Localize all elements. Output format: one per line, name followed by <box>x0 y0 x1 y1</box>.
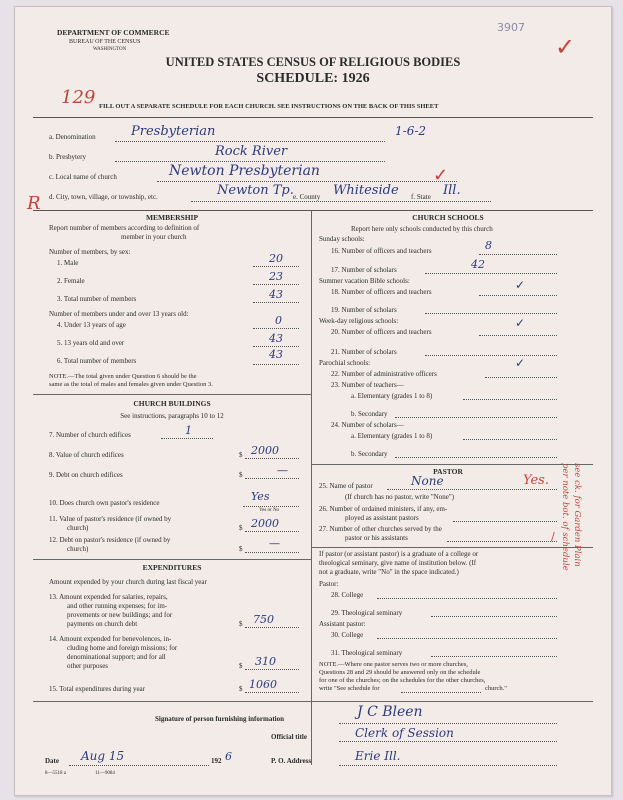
q4-value: 0 <box>275 314 282 327</box>
by-sex-label: Number of members, by sex: <box>49 248 131 256</box>
q12-value: — <box>269 537 280 550</box>
form-title: UNITED STATES CENSUS OF RELIGIOUS BODIES <box>165 55 461 69</box>
check-mark-icon: ✓ <box>515 278 526 292</box>
assistant-subheading: Assistant pastor: <box>319 620 366 628</box>
dollar-sign: $ <box>239 662 243 670</box>
dollar-sign: $ <box>239 524 243 532</box>
address-value: Erie Ill. <box>355 749 401 763</box>
q24a-label: a. Elementary (grades 1 to 8) <box>351 432 433 440</box>
q23-label: 23. Number of teachers— <box>331 381 404 389</box>
q17-label: 17. Number of scholars <box>331 266 397 274</box>
q19-label: 19. Number of scholars <box>331 306 397 314</box>
q22-label: 22. Number of administrative officers <box>331 370 437 378</box>
official-title-value: Clerk of Session <box>355 726 454 740</box>
presbytery-value: Rock River <box>215 144 288 159</box>
q18-label: 18. Number of officers and teachers <box>331 288 432 296</box>
graduate-instructions-3: not a graduate, write "No" in the space indicated.) <box>319 568 459 576</box>
q23a-label: a. Elementary (grades 1 to 8) <box>351 392 433 400</box>
schedule-title: SCHEDULE: 1926 <box>256 71 370 86</box>
pastor-note-2: Questions 28 and 29 should be answered only on the schedule <box>319 669 481 676</box>
q27-label-2: pastor or his assistants <box>345 534 408 542</box>
q6-label: 6. Total number of members <box>57 357 137 365</box>
q29-label: 29. Theological seminary <box>331 609 403 617</box>
dollar-sign: $ <box>239 685 243 693</box>
q13-label: 13. Amount expended for salaries, repairs, <box>49 593 168 601</box>
red-tick: / <box>551 530 555 543</box>
q3-label: 3. Total number of members <box>57 295 137 303</box>
q15-value: 1060 <box>249 678 277 691</box>
pastor-note-3: for one of the churches; on the schedules for the other churches, <box>319 677 486 684</box>
denomination-value: Presbyterian <box>131 124 216 139</box>
q24-label: 24. Number of scholars— <box>331 421 404 429</box>
q1-value: 20 <box>269 252 283 265</box>
q7-label: 7. Number of church edifices <box>49 431 131 439</box>
membership-intro-2: member in your church <box>121 233 187 241</box>
bureau-name: BUREAU OF THE CENSUS <box>69 39 141 45</box>
q16-label: 16. Number of officers and teachers <box>331 247 432 255</box>
signature-label: Signature of person furnishing information <box>155 715 284 723</box>
q28-label: 28. College <box>331 591 364 599</box>
county-label: e. County <box>293 193 321 201</box>
q16-value: 8 <box>485 239 492 252</box>
state-label: f. State <box>411 193 431 201</box>
signature-value: J C Bleen <box>357 704 423 720</box>
q14-value: 310 <box>255 655 276 668</box>
year-prefix: 192 <box>211 757 222 765</box>
pastor-subheading: Pastor: <box>319 580 339 588</box>
q11-value: 2000 <box>251 517 279 530</box>
q4-label: 4. Under 13 years of age <box>57 321 126 329</box>
form-number: 8—5518 a <box>45 771 66 776</box>
year-value: 6 <box>225 750 232 763</box>
q13-label-3: provements or new buildings; and for <box>67 611 173 619</box>
q9-label: 9. Debt on church edifices <box>49 471 123 479</box>
q5-value: 43 <box>269 332 283 345</box>
membership-note-2: same as the total of males and females given under Question 3. <box>49 381 213 388</box>
red-r-mark: R <box>27 193 41 214</box>
denomination-code: 1-6-2 <box>395 124 427 138</box>
city-label: d. City, town, village, or township, etc. <box>49 193 158 201</box>
q12-label-2: church) <box>67 545 89 553</box>
department-name: DEPARTMENT OF COMMERCE <box>57 28 170 37</box>
q31-label: 31. Theological seminary <box>331 649 403 657</box>
expenditures-heading: EXPENDITURES <box>142 563 202 572</box>
schools-heading: CHURCH SCHOOLS <box>412 213 484 222</box>
file-stamp: 3907 <box>497 21 525 34</box>
red-file-number: 129 <box>61 87 96 108</box>
q14-label: 14. Amount expended for benevolences, in- <box>49 635 172 643</box>
q26-label-2: ployed as assistant pastors <box>345 514 419 522</box>
q10-label: 10. Does church own pastor's residence <box>49 499 160 507</box>
dollar-sign: $ <box>239 545 243 553</box>
check-mark-icon: ✓ <box>515 356 526 370</box>
q6-value: 43 <box>269 348 283 361</box>
summer-label: Summer vacation Bible schools: <box>319 277 410 285</box>
q14-label-4: other purposes <box>67 662 109 670</box>
pastor-note: NOTE.—Where one pastor serves two or more churches, <box>319 661 468 668</box>
q12-label: 12. Debt on pastor's residence (if owned by <box>49 536 171 544</box>
buildings-intro: See instructions, paragraphs 10 to 12 <box>120 412 224 420</box>
buildings-heading: CHURCH BUILDINGS <box>133 399 211 408</box>
denomination-label: a. Denomination <box>49 133 96 141</box>
q5-label: 5. 13 years old and over <box>57 339 125 347</box>
schedule-page <box>14 6 612 796</box>
q26-label: 26. Number of ordained ministers, if any, em- <box>319 505 448 513</box>
q3-value: 43 <box>269 288 283 301</box>
pastor-note-4: write "See schedule for <box>319 685 380 692</box>
q25-label: 25. Name of pastor <box>319 482 373 490</box>
q13-label-2: and other running expenses; for im- <box>67 602 168 610</box>
membership-intro: Report number of members according to definition of <box>49 224 200 232</box>
graduate-instructions-2: theological seminary, give name of institution below. (If <box>319 559 477 567</box>
q25-note: (If church has no pastor, write "None") <box>345 493 455 501</box>
official-title-label: Official title <box>271 733 307 741</box>
q7-value: 1 <box>185 424 192 437</box>
yes-no-hint: Yes or No <box>259 508 280 513</box>
membership-heading: MEMBERSHIP <box>145 213 199 222</box>
instructions-line: FILL OUT A SEPARATE SCHEDULE FOR EACH CHURCH. SEE INSTRUCTIONS ON THE BACK OF THIS SHEET <box>99 103 439 110</box>
local-name-label: c. Local name of church <box>49 173 117 181</box>
date-label: Date <box>45 757 59 765</box>
pastor-note-5: church." <box>485 685 507 692</box>
by-age-label: Number of members under and over 13 years old: <box>49 310 189 318</box>
sunday-label: Sunday schools: <box>319 235 365 243</box>
dollar-sign: $ <box>239 471 243 479</box>
q23b-label: b. Secondary <box>351 410 388 418</box>
q10-value: Yes <box>251 490 270 503</box>
pastor-heading: PASTOR <box>433 467 463 476</box>
graduate-instructions: If pastor (or assistant pastor) is a graduate of a college or <box>319 550 479 558</box>
membership-note: NOTE.—The total given under Question 6 should be the <box>49 373 197 380</box>
column-divider <box>311 210 312 765</box>
state-value: Ill. <box>443 183 461 198</box>
q2-label: 2. Female <box>57 277 85 285</box>
check-mark-icon: ✓ <box>433 165 449 186</box>
q25-red-note: Yes. <box>523 473 549 488</box>
check-mark-icon: ✓ <box>515 316 526 330</box>
county-value: Whiteside <box>333 183 399 198</box>
weekday-label: Week-day religious schools: <box>319 317 399 325</box>
q21-label: 21. Number of scholars <box>331 348 397 356</box>
print-number: 11—9084 <box>95 771 115 776</box>
address-label: P. O. Address <box>271 757 312 765</box>
q14-label-2: cluding home and foreign missions; for <box>67 644 178 652</box>
q2-value: 23 <box>269 270 283 283</box>
q17-value: 42 <box>471 258 485 271</box>
presbytery-label: b. Presbytery <box>49 153 86 161</box>
q14-label-3: denominational support; and for all <box>67 653 166 661</box>
dollar-sign: $ <box>239 620 243 628</box>
margin-note: see ck. for Garden Plain <box>572 463 582 567</box>
local-name-value: Newton Presbyterian <box>169 163 320 179</box>
date-value: Aug 15 <box>81 749 125 763</box>
margin-note-2: per note bot. of schedule <box>560 463 570 571</box>
q20-label: 20. Number of officers and teachers <box>331 328 432 336</box>
q30-label: 30. College <box>331 631 364 639</box>
q8-label: 8. Value of church edifices <box>49 451 124 459</box>
city-value: Newton Tp. <box>217 183 294 198</box>
q24b-label: b. Secondary <box>351 450 388 458</box>
q11-label: 11. Value of pastor's residence (if owned by <box>49 515 172 523</box>
expenditures-intro: Amount expended by your church during last fiscal year <box>49 578 207 586</box>
q27-label: 27. Number of other churches served by the <box>319 525 442 533</box>
q8-value: 2000 <box>251 444 279 457</box>
dollar-sign: $ <box>239 451 243 459</box>
q1-label: 1. Male <box>57 259 79 267</box>
q13-label-4: payments on church debt <box>67 620 138 628</box>
schools-intro: Report here only schools conducted by this church <box>351 225 493 233</box>
q15-label: 15. Total expenditures during year <box>49 685 145 693</box>
bureau-city: WASHINGTON <box>93 47 127 52</box>
q13-value: 750 <box>253 613 274 626</box>
check-mark-icon: ✓ <box>555 33 576 61</box>
header-rule <box>33 117 593 118</box>
q9-value: — <box>277 464 288 477</box>
q25-value: None <box>411 474 444 488</box>
parochial-label: Parochial schools: <box>319 359 371 367</box>
q11-label-2: church) <box>67 524 89 532</box>
